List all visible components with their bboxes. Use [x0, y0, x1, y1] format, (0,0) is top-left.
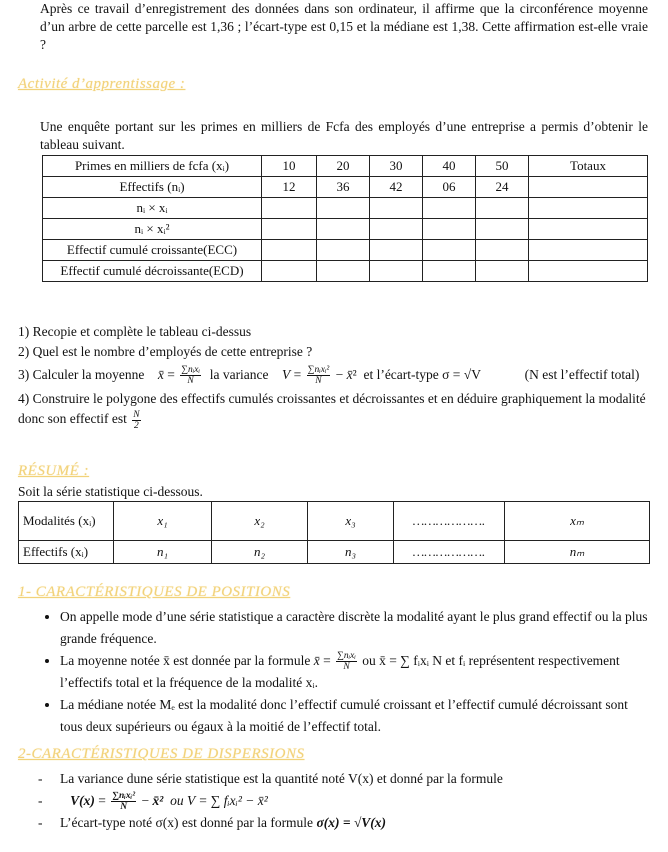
activity-text: Une enquête portant sur les primes en milliers de Fcfa des employés d’une entreprise a permis d’obtenir le tableau suivant. [40, 119, 648, 152]
activity-heading: Activité d’apprentissage : [18, 76, 186, 92]
positions-heading: 1- CARACTÉRISTIQUES DE POSITIONS [18, 584, 291, 600]
variance-formula: - V(x) = $\frac{\text{∑nᵢxᵢ²}}{N}$ − x̄² ou V = ∑ fᵢxᵢ² − x̄² [60, 790, 660, 812]
table-cell: 50 [476, 156, 529, 177]
b2-text: La moyenne notée x̄ est donnée par la formule [60, 653, 311, 668]
table-cell [262, 198, 317, 219]
table-cell [476, 198, 529, 219]
table-cell: x₁ [114, 502, 212, 541]
table-cell [529, 198, 648, 219]
q3-variance: la variance [209, 367, 269, 382]
table-row [43, 177, 648, 198]
table-cell [370, 219, 423, 240]
table-cell [476, 240, 529, 261]
table-cell: 10 [262, 156, 317, 177]
table-cell [317, 219, 370, 240]
resume-text: Soit la série statistique ci-dessous. [18, 484, 203, 499]
table-header: Primes en milliers de fcfa (xᵢ) [43, 156, 262, 177]
table-cell: Modalités (xᵢ) [19, 502, 114, 541]
q4-text: 4) Construire le polygone des effectifs cumulés croissantes et décroissantes et en déduire graphiquement la modalité donc son effectif est [18, 391, 646, 427]
table-row [43, 156, 648, 177]
table-cell [370, 198, 423, 219]
d2-text: L’écart-type noté σ(x) est donné par la formule [60, 815, 314, 831]
table-row [43, 198, 648, 219]
question-4: 4) Construire le polygone des effectifs cumulés croissantes et décroissantes et en déduire graphiquement la modalité donc son effectif est $\frac{N}{2}$ [18, 391, 646, 431]
table-cell: 30 [370, 156, 423, 177]
table-cell [262, 240, 317, 261]
table-cell [423, 240, 476, 261]
positions-list [18, 606, 650, 738]
table-cell [423, 261, 476, 282]
table-cell: 12 [262, 177, 317, 198]
table-cell: 06 [423, 177, 476, 198]
question-3: 3) Calculer la moyenne x̄ = $\frac{\text{∑nᵢxᵢ}}{N}$ la variance V = $\frac{\text{∑nᵢxᵢ²}}{N}$ − x̄² et l’écart-type σ = √V (N est l’effectif total) [18, 365, 640, 387]
list-item: • La médiane notée Mₑ est la modalité donc l’effectif cumulé croissant et l’effectif cumulé décroissant sont tous deux supérieurs ou égaux à la moitié de l’effectif total. [60, 694, 650, 738]
table-cell [529, 261, 648, 282]
table-cell: xₘ [505, 502, 650, 541]
table-cell: Effectifs (xᵢ) [19, 541, 114, 564]
row-label: nᵢ × xᵢ [43, 198, 262, 219]
list-item [60, 812, 660, 834]
table-row [19, 502, 650, 541]
table-cell [529, 240, 648, 261]
table-cell [423, 198, 476, 219]
table-cell: Totaux [529, 156, 648, 177]
table-cell: nₘ [505, 541, 650, 564]
table-row [43, 219, 648, 240]
table-cell [423, 219, 476, 240]
row-label: Effectif cumulé croissante(ECC) [43, 240, 262, 261]
table-cell [370, 261, 423, 282]
row-label: Effectifs (nᵢ) [43, 177, 262, 198]
table-cell [262, 219, 317, 240]
q3-sigma: et l’écart-type σ = √V [363, 367, 481, 382]
table-cell [262, 261, 317, 282]
table-cell: ………………. [394, 541, 505, 564]
b2-rest: ou x̄ = ∑ fᵢxᵢ N et fᵢ représentent respectivement l’effectifs total et la fréquence de la modalité xᵢ. [60, 653, 620, 691]
table-cell: n₁ [114, 541, 212, 564]
series-table [18, 501, 650, 564]
questions [18, 322, 648, 431]
table-cell [370, 240, 423, 261]
resume-heading: RÉSUMÉ : [18, 463, 90, 479]
table-cell: x₂ [212, 502, 308, 541]
table-cell [317, 261, 370, 282]
table-cell [317, 240, 370, 261]
table-cell: x₃ [308, 502, 394, 541]
table-cell: 20 [317, 156, 370, 177]
dispersions-heading: 2-CARACTÉRISTIQUES DE DISPERSIONS [18, 746, 305, 762]
q3-note: (N est l’effectif total) [524, 367, 640, 382]
table-cell: ………………. [394, 502, 505, 541]
primes-table [42, 155, 648, 282]
table-cell [476, 219, 529, 240]
question-2: 2) Quel est le nombre d’employés de cette entreprise ? [18, 344, 313, 359]
row-label: nᵢ × xᵢ² [43, 219, 262, 240]
sigma-formula: σ(x) = √V(x) [316, 815, 387, 831]
table-row [19, 541, 650, 564]
table-cell: n₃ [308, 541, 394, 564]
table-cell: 40 [423, 156, 476, 177]
table-cell [529, 177, 648, 198]
table-cell: 24 [476, 177, 529, 198]
table-cell [317, 198, 370, 219]
list-item: • On appelle mode d’une série statistique a caractère discrète la modalité ayant le plus grand effectif ou la plus grande fréquence. [60, 606, 650, 650]
row-label: Effectif cumulé décroissante(ECD) [43, 261, 262, 282]
table-cell [476, 261, 529, 282]
table-cell: 42 [370, 177, 423, 198]
table-row [43, 261, 648, 282]
table-cell: 36 [317, 177, 370, 198]
list-item: • La moyenne notée x̄ est donnée par la formule x̄ = $\frac{\text{∑nᵢxᵢ}}{N}$ ou x̄ = ∑ fᵢxᵢ N et fᵢ représentent respectivement l’effectifs total et la fréquence de la modalité xᵢ. [60, 650, 650, 694]
question-1: 1) Recopie et complète le tableau ci-dessus [18, 324, 252, 339]
q3-text: 3) Calculer la moyenne [18, 367, 145, 382]
table-cell [529, 219, 648, 240]
dispersions-list [18, 768, 660, 834]
intro-paragraph: Après ce travail d’enregistrement des données dans son ordinateur, il affirme que la circonférence moyenne d’un arbre de cette parcelle est 1,36 ; l’écart-type est 0,15 et la médiane est 1,38. Cette affirmation est-elle vraie ? [40, 1, 648, 52]
table-row [43, 240, 648, 261]
list-item: - La variance dune série statistique est la quantité noté V(x) et donné par la formule [60, 768, 660, 790]
table-cell: n₂ [212, 541, 308, 564]
variance-alt: ou V = ∑ fᵢxᵢ² − x̄² [170, 793, 268, 808]
